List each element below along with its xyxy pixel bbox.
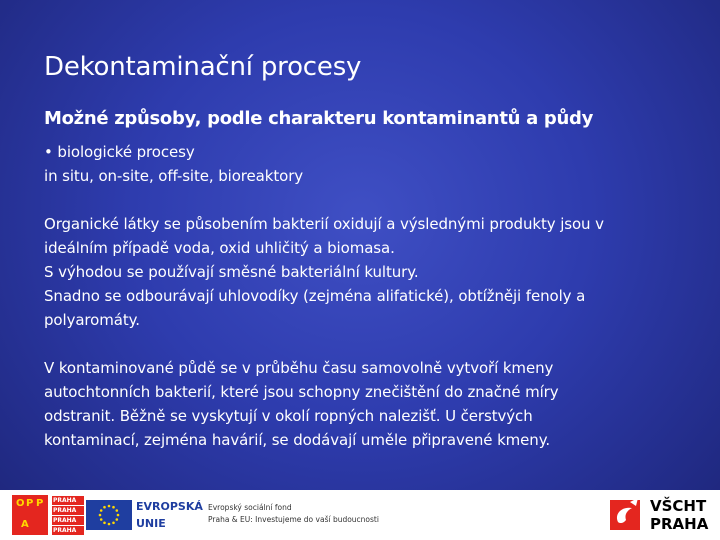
eu-wordmark: [136, 498, 203, 532]
opp-praha-stack: [52, 496, 84, 534]
opp-letter: P: [26, 498, 34, 509]
slide-subtitle: Možné způsoby, podle charakteru kontaminantů a půdy: [44, 108, 594, 129]
opp-praha-logo: [12, 495, 84, 535]
fund-caption: [208, 502, 379, 526]
paragraph-line: ideálním případě voda, oxid uhličitý a biomasa.: [44, 239, 395, 257]
opp-praha-label: PRAHA: [52, 516, 84, 525]
eu-stars-icon: [86, 500, 132, 530]
opp-letter: O: [16, 498, 25, 509]
opp-praha-label: PRAHA: [52, 526, 84, 535]
vscht-logo: [608, 496, 712, 534]
vscht-line: VŠCHT: [650, 497, 707, 515]
opp-letters-block: [12, 495, 48, 535]
opp-letter: P: [36, 498, 44, 509]
vscht-line: PRAHA: [650, 515, 709, 533]
spacer: [44, 332, 680, 356]
paragraph-line: S výhodou se používají směsné bakteriální kultury.: [44, 263, 419, 281]
opp-praha-label: PRAHA: [52, 496, 84, 505]
vscht-wordmark: [650, 497, 708, 533]
bullet-item: • biologické procesy: [44, 143, 195, 161]
paragraph-line: autochtonních bakterií, které jsou schopny znečištění do značné míry: [44, 383, 559, 401]
paragraph-line: kontaminací, zejména havárií, se dodávají uměle připravené kmeny.: [44, 431, 551, 449]
paragraph-line: V kontaminované půdě se v průběhu času samovolně vytvoří kmeny: [44, 359, 554, 377]
opp-letter: A: [21, 519, 29, 530]
footer-logo-bar: [0, 490, 720, 540]
slide-title: Dekontaminační procesy: [44, 52, 362, 82]
eu-flag-icon: [86, 500, 132, 530]
opp-praha-label: PRAHA: [52, 506, 84, 515]
fund-line: Evropský sociální fond: [208, 503, 292, 512]
fund-line: Praha & EU: Investujeme do vaší budoucnosti: [208, 515, 379, 524]
spacer: [44, 188, 680, 212]
paragraph-line: polyaromáty.: [44, 311, 140, 329]
paragraph-line: odstranit. Běžně se vyskytují v okolí ropných nalezišť. U čerstvých: [44, 407, 533, 425]
slide-body: [44, 140, 680, 452]
eu-line: EVROPSKÁ: [136, 500, 203, 513]
eu-logo: [86, 498, 203, 532]
eu-line: UNIE: [136, 517, 166, 530]
vscht-logo-icon: [608, 496, 646, 534]
methods-line: in situ, on-site, off-site, bioreaktory: [44, 167, 304, 185]
paragraph-line: Organické látky se působením bakterií oxidují a výslednými produkty jsou v: [44, 215, 604, 233]
paragraph-line: Snadno se odbourávají uhlovodíky (zejména alifatické), obtížněji fenoly a: [44, 287, 586, 305]
